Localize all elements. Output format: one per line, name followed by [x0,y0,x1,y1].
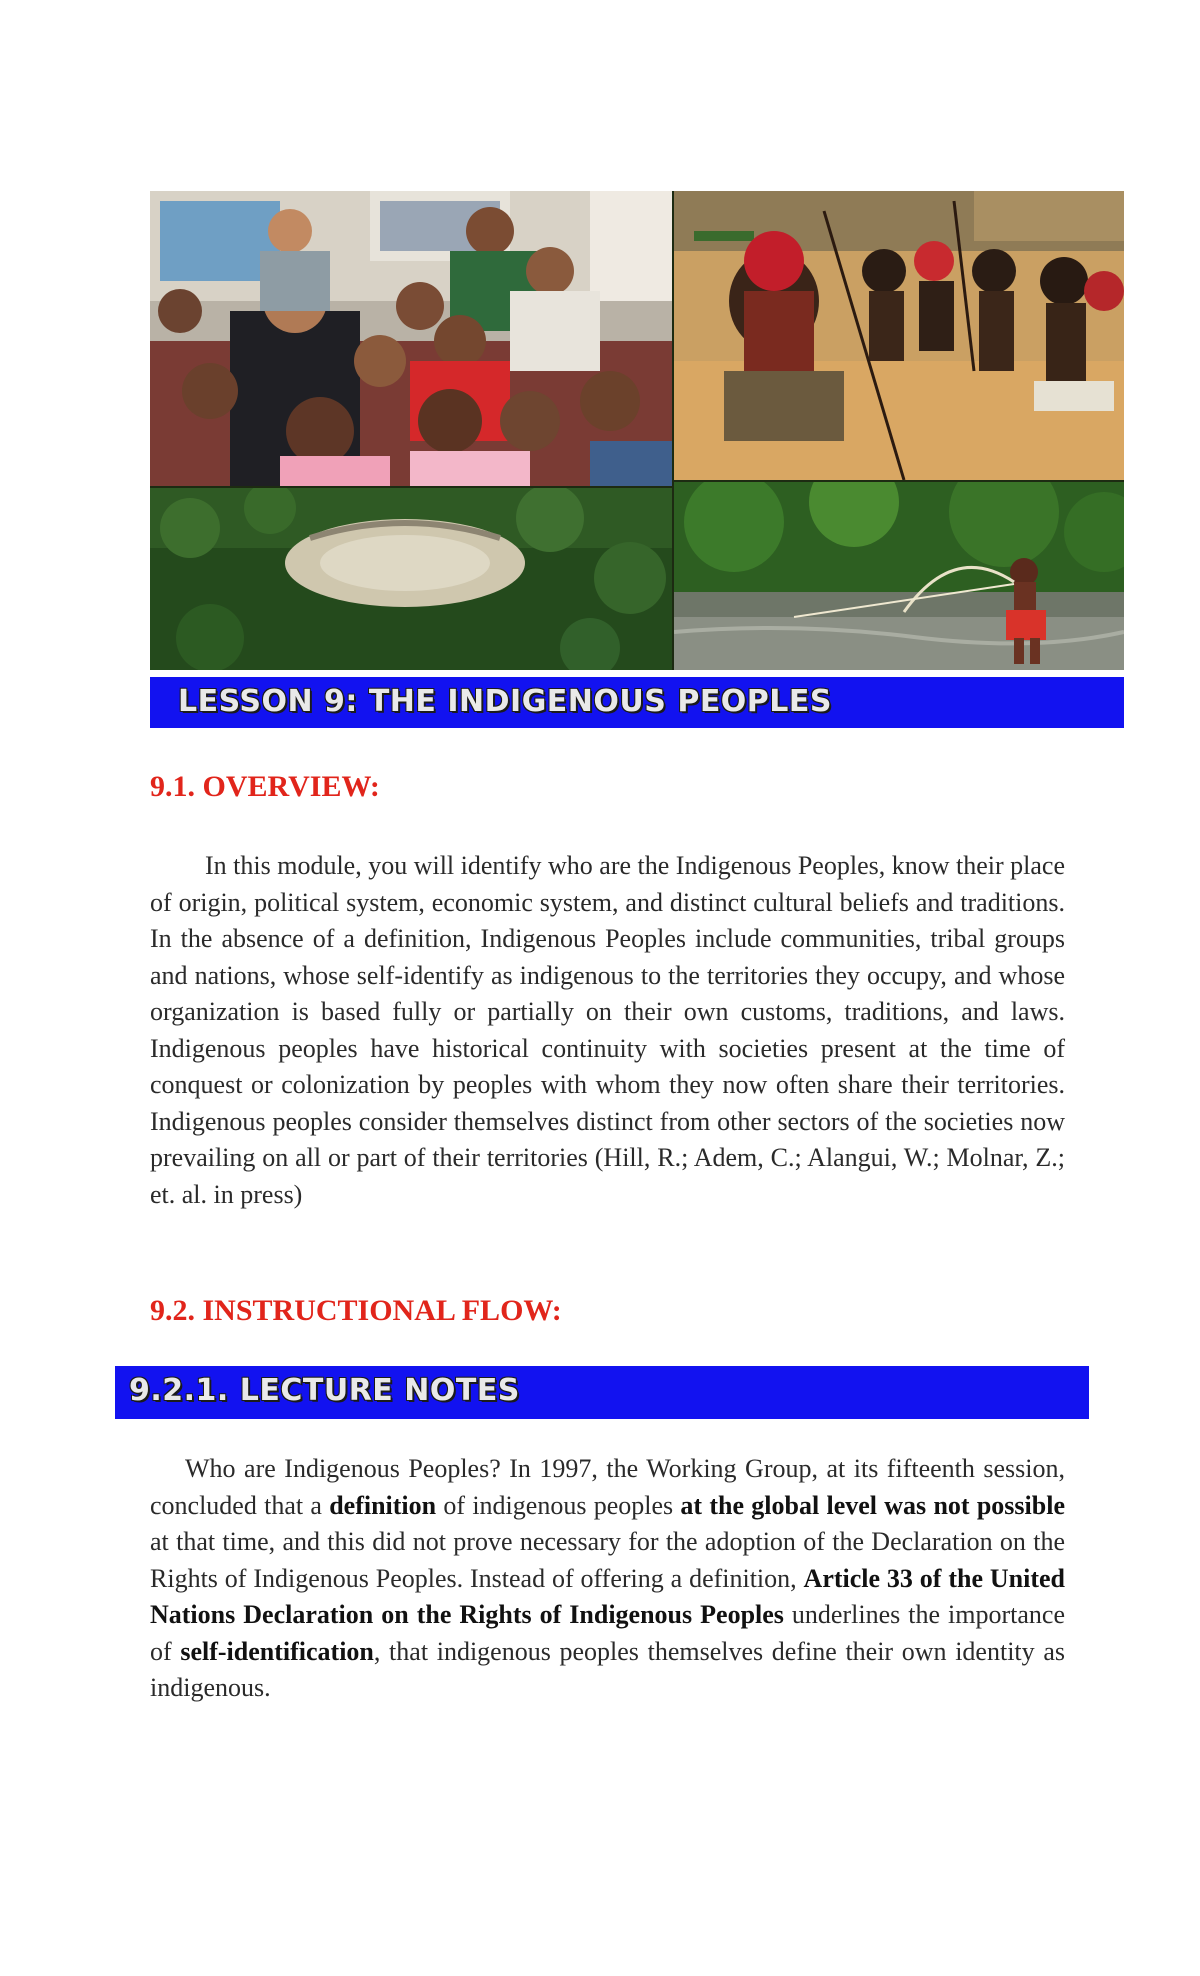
lecture-notes-banner [115,1366,1089,1419]
photo-bow-fisher [674,482,1124,670]
lecture-bold: at the global level was not possible [680,1490,1065,1520]
header-photo-collage [150,191,1124,670]
lecture-paragraph [150,1451,1065,1707]
overview-heading: 9.1. OVERVIEW: [150,770,380,803]
lecture-text: Who are Indigenous Peoples? In 1997, the Working Group, at its fifteenth session, concluded that a [150,1454,1065,1520]
lecture-bold: self-identification [180,1636,374,1666]
photo-children-group [150,191,672,486]
lesson-title: LESSON 9: THE INDIGENOUS PEOPLES [178,684,833,719]
lecture-bold: definition [329,1490,437,1520]
lesson-title-banner [150,674,1124,728]
lecture-bold: Article 33 of the United Nations Declaration on the Rights of Indigenous Peoples [150,1563,1065,1629]
overview-paragraph [150,848,1065,1213]
lecture-text: , that indigenous peoples themselves define their own identity as indigenous. [150,1636,1065,1702]
lecture-text: of indigenous peoples [436,1490,681,1520]
lecture-notes-title: 9.2.1. LECTURE NOTES [129,1373,520,1408]
overview-text: In this module, you will identify who are the Indigenous Peoples, know their place of origin, political system, economic system, and distinct cultural beliefs and traditions. In the absence of a definition, Indigenous Peoples include communities, tribal groups and nations, whose self-identify as indigenous to the territories they occupy, and whose organization is based fully or partially on their own customs, traditions, and laws. Indigenous peoples have historical continuity with societies present at the time of conquest or colonization by peoples with whom they now often share their territories. Indigenous peoples consider themselves distinct from other sectors of the societies now prevailing on all or part of their territories (Hill, R.; Adem, C.; Alangui, W.; Molnar, Z.; et. al. in press) [150,851,1065,1209]
instructional-flow-heading: 9.2. INSTRUCTIONAL FLOW: [150,1294,562,1327]
lecture-text: underlines the importance of [150,1600,1065,1666]
photo-tribal-dance [674,191,1124,480]
photo-aerial-village [150,488,672,670]
lecture-text: at that time, and this did not prove necessary for the adoption of the Declaration on the Rights of Indigenous Peoples. Instead of offering a definition, [150,1527,1065,1593]
